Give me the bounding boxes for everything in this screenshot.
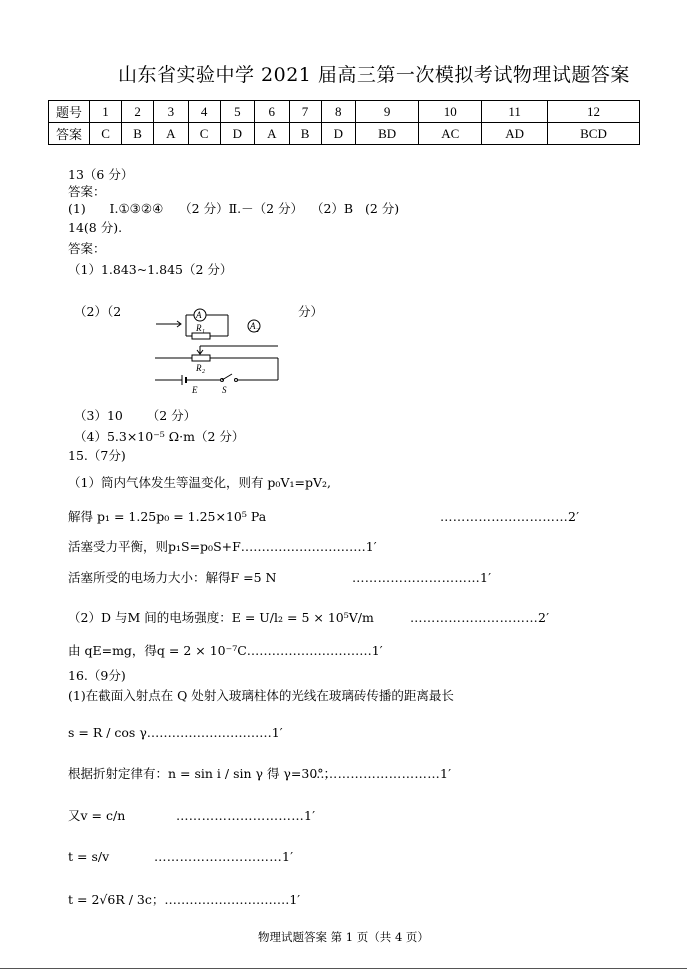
q14-part4: （4）5.3×10⁻⁵ Ω·m（2 分） [74, 429, 245, 444]
q16-line5: t = s/v [68, 849, 110, 864]
q16-heading: 16.（9分) [68, 668, 126, 683]
page-bottom-edge [0, 968, 687, 969]
q15-line5: （2）D 与M 间的电场强度：E = U/l₂ = 5 × 10⁵V/m [68, 610, 374, 625]
row-header-number: 题号 [49, 101, 90, 123]
table-cell: D [321, 123, 355, 145]
table-cell: 6 [255, 101, 289, 123]
table-cell: 7 [289, 101, 321, 123]
q16-line4: 又v = c/n [68, 808, 126, 823]
table-cell: 12 [547, 101, 639, 123]
q15-heading: 15.（7分) [68, 448, 126, 463]
table-cell: 2 [122, 101, 154, 123]
ammeter-2-subscript: 2 [256, 328, 259, 334]
q16-line3-score: …………………………1′ [312, 766, 452, 781]
q14-part2-suffix: 分） [298, 304, 324, 319]
q15-line2-score: …………………………2′ [440, 509, 580, 524]
page-title: 山东省实验中学 2021 届高三第一次模拟考试物理试题答案 [118, 64, 630, 86]
q15-line5-score: …………………………2′ [410, 610, 550, 625]
q14-part1: （1）1.843~1.845（2 分） [68, 262, 233, 277]
q13-heading: 13（6 分） [68, 167, 134, 182]
q14-part3: （3）10 （2 分） [74, 408, 197, 423]
r2-subscript: 2 [202, 369, 205, 375]
q16-line3: 根据折射定律有：n = sin i / sin γ 得 γ=30°； [68, 766, 337, 781]
page-footer: 物理试题答案 第 1 页（共 4 页） [258, 930, 429, 944]
circuit-diagram [150, 302, 285, 398]
table-row [49, 123, 640, 145]
r1-label: R [196, 323, 202, 333]
q14-part2-prefix: （2）（2 [74, 304, 122, 319]
emf-label: E [192, 385, 198, 395]
table-cell: B [122, 123, 154, 145]
table-cell: B [289, 123, 321, 145]
q16-line1: (1)在截面入射点在 Q 处射入玻璃柱体的光线在玻璃砖传播的距离最长 [68, 688, 454, 703]
table-cell: D [220, 123, 254, 145]
table-cell: 11 [482, 101, 548, 123]
q15-line1: （1）筒内气体发生等温变化，则有 p₀V₁=pV₂, [68, 475, 331, 490]
table-cell: AD [482, 123, 548, 145]
table-cell: 5 [220, 101, 254, 123]
table-cell: A [154, 123, 188, 145]
switch-lever-icon [222, 374, 232, 380]
table-cell: 8 [321, 101, 355, 123]
row-header-answer: 答案 [49, 123, 90, 145]
q14-heading: 14(8 分). [68, 220, 123, 235]
table-cell: 3 [154, 101, 188, 123]
q15-line4-score: …………………………1′ [352, 570, 492, 585]
resistor-r2-icon [192, 355, 210, 361]
r2-label: R [196, 363, 202, 373]
ammeter-1-label: A [196, 310, 202, 320]
table-cell: BD [356, 123, 419, 145]
q15-line2: 解得 p₁ = 1.25p₀ = 1.25×10⁵ Pa [68, 509, 267, 524]
table-cell: 4 [188, 101, 220, 123]
table-cell: A [255, 123, 289, 145]
table-cell: 9 [356, 101, 419, 123]
q15-line3: 活塞受力平衡，则p₁S=p₀S+F…………………………1′ [68, 539, 377, 554]
q13-answer-label: 答案： [68, 184, 106, 199]
q15-line6: 由 qE=mg，得q = 2 × 10⁻⁷C…………………………1′ [68, 643, 383, 658]
table-row [49, 101, 640, 123]
q14-answer-label: 答案： [68, 241, 106, 256]
r1-subscript: 1 [202, 329, 205, 335]
table-cell: C [188, 123, 220, 145]
table-cell: 10 [419, 101, 482, 123]
q16-line5-score: …………………………1′ [154, 849, 294, 864]
q16-line6: t = 2√6R / 3c；…………………………1′ [68, 892, 301, 907]
table-cell: AC [419, 123, 482, 145]
answer-table [48, 100, 640, 145]
ammeter-2-label: A [250, 321, 256, 331]
switch-label: S [222, 385, 227, 395]
q13-line: (1) Ⅰ.①③②④ （2 分）Ⅱ.－（2 分） （2）B (2 分) [68, 201, 400, 216]
q16-line2: s = R / cos γ…………………………1′ [68, 725, 283, 740]
resistor-r1-icon [192, 333, 210, 339]
table-cell: BCD [547, 123, 639, 145]
table-cell: 1 [90, 101, 122, 123]
q16-line4-score: …………………………1′ [176, 808, 316, 823]
table-cell: C [90, 123, 122, 145]
q15-line4: 活塞所受的电场力大小：解得F =5 N [68, 570, 277, 585]
